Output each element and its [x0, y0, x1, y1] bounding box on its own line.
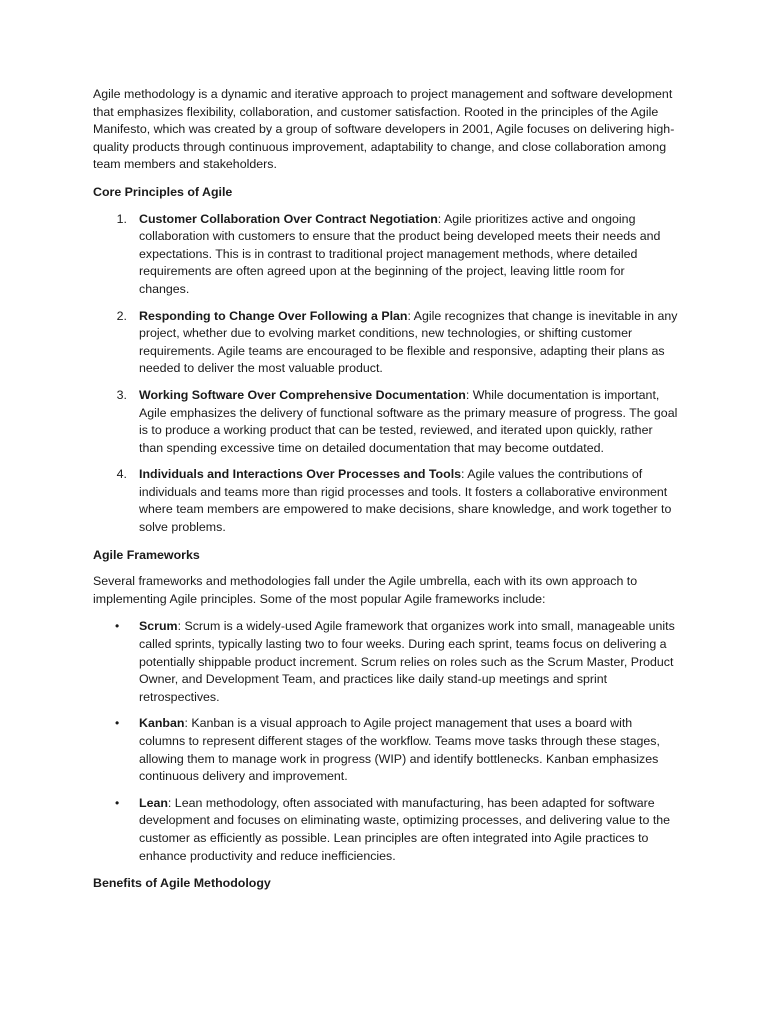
framework-item-scrum — [93, 618, 678, 706]
frameworks-list — [93, 618, 678, 865]
agile-frameworks-heading: Agile Frameworks — [93, 547, 200, 562]
bullet-icon: • — [115, 716, 120, 731]
framework-term: Lean — [139, 795, 168, 810]
framework-text: : Lean methodology, often associated with manufacturing, has been adapted for software development and focuses on eliminating waste, optimizing processes, and delivering value to the customer as efficiently as possible. Lean principles are often integrated into Agile practices to enhance productivity and reduce inefficiencies. — [139, 795, 671, 863]
principle-item — [93, 308, 678, 378]
list-number: 1. — [116, 211, 127, 226]
principle-item — [93, 211, 678, 299]
list-number: 2. — [116, 308, 127, 323]
principle-term: Responding to Change Over Following a Plan — [139, 308, 408, 323]
principle-term: Individuals and Interactions Over Processes and Tools — [139, 467, 462, 482]
benefits-heading: Benefits of Agile Methodology — [93, 876, 271, 891]
framework-term: Scrum — [139, 619, 178, 634]
principle-text: : While documentation is important, Agile emphasizes the delivery of functional software as the primary measure of progress. The goal is to produce a working product that can be tested, reviewed, and iterated upon quickly, rather than spending excessive time on detailed documentation that may become outdated. — [139, 387, 678, 455]
principle-text: : Agile values the contributions of individuals and teams more than rigid processes and tools. It fosters a collaborative environment where team members are empowered to make decisions, share knowledge, and work together to solve problems. — [139, 467, 672, 535]
principle-item — [93, 387, 678, 457]
framework-term: Kanban — [139, 716, 185, 731]
principle-text: : Agile prioritizes active and ongoing collaboration with customers to ensure that the product being developed meets their needs and expectations. This is in contrast to traditional project management methods, where detailed requirements are often agreed upon at the beginning of the project, leaving little room for changes. — [139, 211, 661, 296]
principle-text: : Agile recognizes that change is inevitable in any project, whether due to evolving market conditions, new technologies, or shifting customer requirements. Agile teams are encouraged to be flexible and responsive, adapting their plans as needed to deliver the most valuable product. — [139, 308, 678, 376]
framework-text: : Scrum is a widely-used Agile framework that organizes work into small, manageable units called sprints, typically lasting two to four weeks. During each sprint, teams focus on delivering a potentially shippable product increment. Scrum relies on roles such as the Scrum Master, Product Owner, and Development Team, and practices like daily stand-up meetings and sprint retrospectives. — [139, 619, 675, 704]
principle-term: Working Software Over Comprehensive Documentation — [139, 387, 466, 402]
framework-item-lean — [93, 795, 678, 865]
framework-item-kanban — [93, 715, 678, 785]
core-principles-heading: Core Principles of Agile — [93, 184, 233, 199]
intro-paragraph: Agile methodology is a dynamic and iterative approach to project management and software development that emphasizes flexibility, collaboration, and customer satisfaction. Rooted in the principles of the Agile Manifesto, which was created by a group of software developers in 2001, Agile focuses on delivering high-quality products through continuous improvement, adaptability to change, and close collaboration among team members and stakeholders. — [93, 87, 675, 172]
list-number: 3. — [116, 387, 127, 402]
framework-text: : Kanban is a visual approach to Agile project management that uses a board with columns to represent different stages of the workflow. Teams move tasks through these stages, allowing them to manage work in progress (WIP) and identify bottlenecks. Kanban emphasizes continuous delivery and improvement. — [139, 716, 660, 784]
list-number: 4. — [116, 467, 127, 482]
bullet-icon: • — [115, 619, 120, 634]
principle-term: Customer Collaboration Over Contract Negotiation — [139, 211, 438, 226]
bullet-icon: • — [115, 795, 120, 810]
principle-item — [93, 466, 678, 536]
frameworks-intro-paragraph: Several frameworks and methodologies fall under the Agile umbrella, each with its own approach to implementing Agile principles. Some of the most popular Agile frameworks include: — [93, 574, 638, 606]
core-principles-list — [93, 211, 678, 537]
